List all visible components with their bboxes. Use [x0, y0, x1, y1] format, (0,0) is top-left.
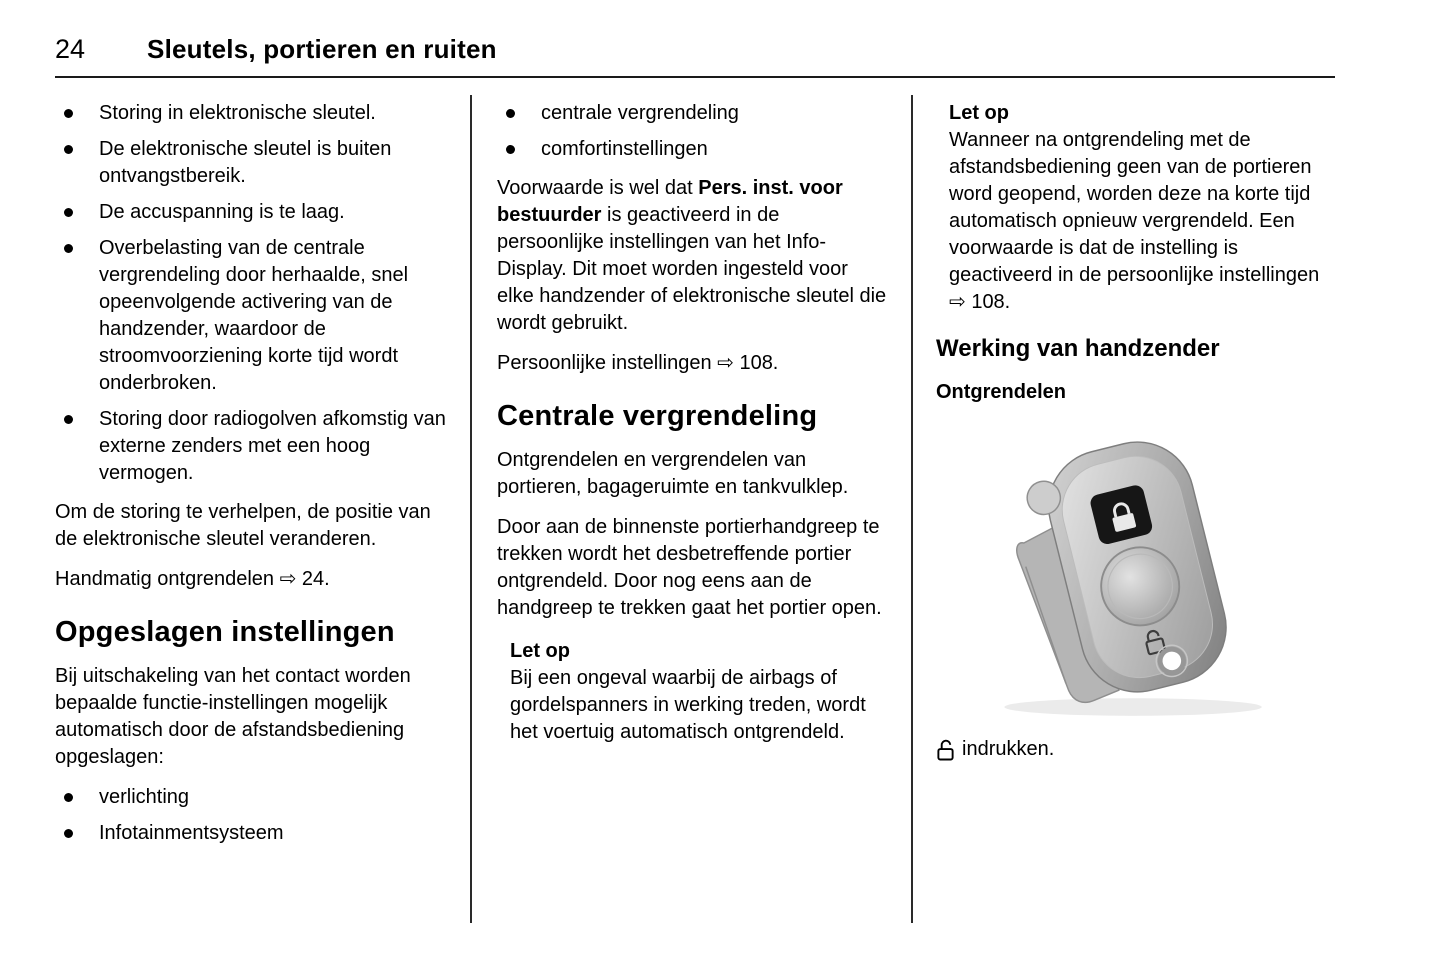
- list-item: verlichting: [55, 784, 449, 811]
- note-block: [936, 100, 1334, 316]
- header-rule: [55, 76, 1335, 78]
- para-central-locking-2: Door aan de binnenste portierhandgreep te trekken wordt het desbetreffende portier ontgrendeld. Door nog eens aan de handgreep te trekken gaat het portier open.: [497, 516, 882, 619]
- menu-item-reference: Pers. inst. voor bestuurder: [497, 177, 843, 226]
- para-condition: [497, 175, 890, 337]
- list-item: centrale vergrendeling: [497, 100, 890, 127]
- unlock-caption: [936, 736, 1334, 763]
- para-condition-post: is geactiveerd in de persoonlijke instellingen van het Info-Display. Dit moet worden ingesteld voor elke handzender of elektronische sleutel die wordt gebruikt.: [497, 204, 887, 334]
- list-item: Overbelasting van de centrale vergrendeling door herhaalde, snel opeenvolgende activering van de handzender, waardoor de stroomvoorziening korte tijd wordt onderbroken.: [55, 235, 449, 397]
- note-block: [497, 638, 890, 746]
- column-3: [936, 100, 1334, 763]
- saved-settings-list: [55, 784, 449, 847]
- para-personal-settings-ref: Persoonlijke instellingen ⇨ 108.: [497, 352, 779, 374]
- list-item: Storing in elektronische sleutel.: [55, 100, 449, 127]
- para-fault-remedy: Om de storing te verhelpen, de positie van de elektronische sleutel veranderen.: [55, 501, 431, 550]
- fault-causes-list: [55, 100, 449, 487]
- subheading-unlocking: Ontgrendelen: [936, 381, 1067, 403]
- column-divider-1: [470, 95, 472, 923]
- unlock-icon: [936, 737, 955, 763]
- list-item: De accuspanning is te laag.: [55, 199, 449, 226]
- para-saved-settings: Bij uitschakeling van het contact worden bepaalde functie-instellingen mogelijk automatisch door de afstandsbediening opgeslagen:: [55, 665, 411, 768]
- list-item: Storing door radiogolven afkomstig van externe zenders met een hoog vermogen.: [55, 406, 449, 487]
- column-1: [55, 100, 449, 859]
- column-2: [497, 100, 890, 746]
- caption-text: indrukken.: [962, 738, 1055, 760]
- para-condition-pre: Voorwaarde is wel dat: [497, 177, 699, 199]
- note-label: Let op: [949, 102, 1009, 124]
- note-text: Bij een ongeval waarbij de airbags of gordelspanners in werking treden, wordt het voertuig automatisch ontgrendeld.: [510, 667, 866, 743]
- list-item: Infotainmentsysteem: [55, 820, 449, 847]
- page-title: Sleutels, portieren en ruiten: [147, 34, 497, 64]
- page-number: 24: [55, 34, 86, 64]
- remote-key-illustration: [940, 422, 1330, 722]
- note-label: Let op: [510, 640, 570, 662]
- note-text: Wanneer na ontgrendeling met de afstandsbediening geen van de portieren word geopend, worden deze na korte tijd automatisch opnieuw vergrendeld. Een voorwaarde is dat de instelling is geactiveerd in de persoonlijke instellingen ⇨ 108.: [949, 129, 1320, 313]
- column-divider-2: [911, 95, 913, 923]
- heading-saved-settings: Opgeslagen instellingen: [55, 616, 395, 648]
- list-item: comfortinstellingen: [497, 136, 890, 163]
- page-header: [55, 36, 1335, 63]
- para-central-locking-1: Ontgrendelen en vergrendelen van portieren, bagageruimte en tankvulklep.: [497, 449, 849, 498]
- para-manual-unlock-ref: Handmatig ontgrendelen ⇨ 24.: [55, 568, 330, 590]
- list-item: De elektronische sleutel is buiten ontvangstbereik.: [55, 136, 449, 190]
- saved-settings-list-continued: [497, 100, 890, 163]
- heading-central-locking: Centrale vergrendeling: [497, 400, 818, 432]
- heading-remote-operation: Werking van handzender: [936, 335, 1220, 362]
- remote-key-image: [936, 422, 1334, 722]
